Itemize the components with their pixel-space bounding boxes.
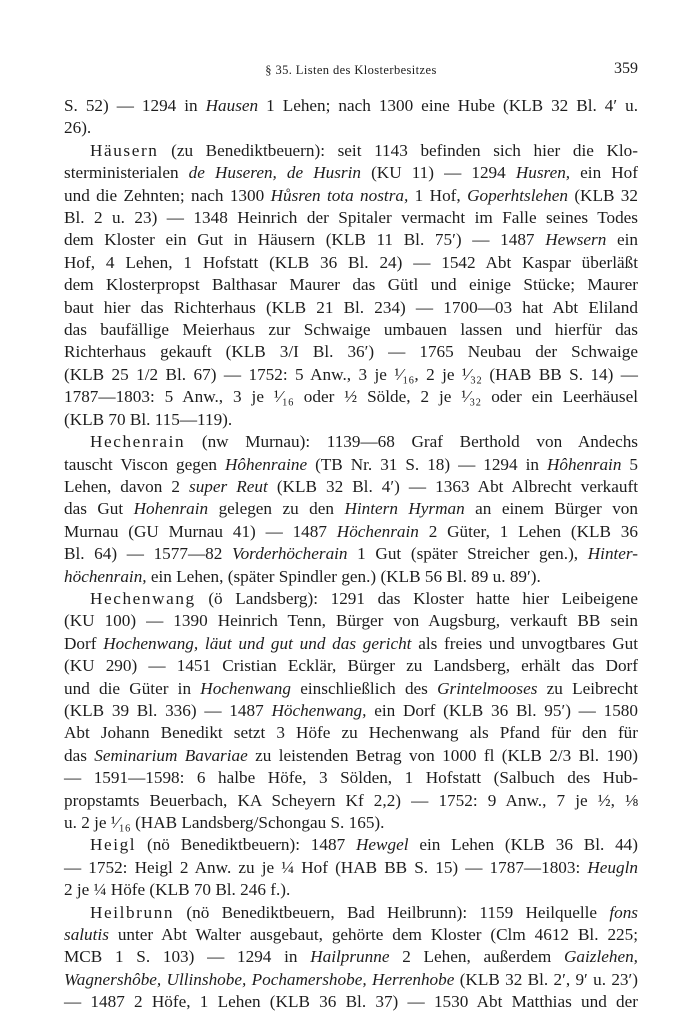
text-line: propstamts Beuerbach, KA Scheyern Kf 2,2) — 1752: 9 Anw., 7 je ½, ⅛ bbox=[64, 790, 638, 810]
paragraph bbox=[64, 588, 638, 834]
paragraph bbox=[64, 834, 638, 901]
paragraph bbox=[64, 902, 638, 1014]
text-line: Lehen, davon 2 super Reut (KLB 32 Bl. 4′) — 1363 Abt Albrecht verkauft bbox=[64, 476, 638, 496]
text-line: und die Güter in Hochenwang einschließlich des Grintelmooses zu Leibrecht bbox=[64, 678, 638, 698]
text-line: Hechenwang (ö Landsberg): 1291 das Kloster hatte hier Leibeigene bbox=[90, 588, 638, 608]
text-line: S. 52) — 1294 in Hausen 1 Lehen; nach 1300 eine Hube (KLB 32 Bl. 4′ u. bbox=[64, 96, 639, 115]
text-line: höchenrain, ein Lehen, (später Spindler gen.) (KLB 56 Bl. 89 u. 89′). bbox=[64, 566, 541, 586]
text-line: dem Klosterpropst Balthasar Maurer das Gütl und einige Stücke; Maurer bbox=[64, 275, 638, 295]
text-line: MCB 1 S. 103) — 1294 in Hailprunne 2 Lehen, außerdem Gaizlehen, bbox=[64, 947, 638, 967]
body-text bbox=[64, 95, 638, 1014]
page-header bbox=[64, 60, 638, 82]
text-line: das Seminarium Bavariae zu leistenden Betrag von 1000 fl (KLB 2/3 Bl. 190) bbox=[64, 745, 638, 765]
text-line: dem Kloster ein Gut in Häusern (KLB 11 Bl. 75′) — 1487 Hewsern ein bbox=[64, 230, 638, 250]
text-line: (KLB 70 Bl. 115—119). bbox=[64, 409, 233, 429]
text-line: (KLB 39 Bl. 336) — 1487 Höchenwang, ein Dorf (KLB 36 Bl. 95′) — 1580 bbox=[64, 700, 638, 720]
text-line: Dorf Hochenwang, läut und gut und das gericht als freies und unvogtbares Gut bbox=[64, 633, 638, 653]
running-head: § 35. Listen des Klosterbesitzes bbox=[265, 63, 437, 77]
text-line: das Gut Hohenrain gelegen zu den Hintern Hyrman an einem Bürger von bbox=[64, 499, 638, 519]
text-line: tauscht Viscon gegen Hôhenraine (TB Nr. 31 S. 18) — 1294 in Hôhenrain 5 bbox=[64, 454, 639, 474]
text-line: u. 2 je ¹⁄₁₆ (HAB Landsberg/Schongau S. 165). bbox=[64, 813, 385, 832]
text-line: Bl. 2 u. 23) — 1348 Heinrich der Spitaler vermacht im Falle seines Todes bbox=[64, 208, 638, 228]
text-line: — 1752: Heigl 2 Anw. zu je ¼ Hof (HAB BB S. 15) — 1787—1803: Heugln bbox=[64, 857, 638, 877]
text-line: 26). bbox=[64, 118, 92, 138]
text-line: — 1487 2 Höfe, 1 Lehen (KLB 36 Bl. 37) — 1530 Abt Matthias und der bbox=[64, 992, 638, 1012]
text-line: (KLB 25 1/2 Bl. 67) — 1752: 5 Anw., 3 je ¹⁄₁₆, 2 je ¹⁄₃₂ (HAB BB S. 14) — bbox=[64, 364, 638, 384]
text-line: Hof, 4 Lehen, 1 Hofstatt (KLB 36 Bl. 24) — 1542 Abt Kaspar überläßt bbox=[64, 252, 638, 272]
paragraph bbox=[64, 95, 638, 140]
text-line: 2 je ¼ Höfe (KLB 70 Bl. 246 f.). bbox=[64, 880, 291, 900]
text-line: baut hier das Richterhaus (KLB 21 Bl. 234) — 1700—03 hat Abt Eliland bbox=[64, 297, 638, 317]
text-line: Abt Johann Benedikt setzt 3 Höfe zu Hechenwang als Pfand für den für bbox=[64, 723, 638, 743]
text-line: und die Zehnten; nach 1300 Hůsren tota nostra, 1 Hof, Goperhtslehen (KLB 32 bbox=[64, 185, 638, 205]
paragraph bbox=[64, 140, 638, 431]
text-line: Häusern (zu Benediktbeuern): seit 1143 befinden sich hier die Klo- bbox=[90, 140, 638, 160]
text-line: 1787—1803: 5 Anw., 3 je ¹⁄₁₆ oder ½ Sölde, 2 je ¹⁄₃₂ oder ein Leerhäusel bbox=[64, 387, 638, 407]
text-line: (KU 100) — 1390 Heinrich Tenn, Bürger von Augsburg, verkauft BB sein bbox=[64, 611, 638, 631]
text-line: Bl. 64) — 1577—82 Vorderhöcherain 1 Gut (später Streicher gen.), Hinter- bbox=[64, 544, 639, 564]
text-line: sterministerialen de Huseren, de Husrin (KU 11) — 1294 Husren, ein Hof bbox=[64, 163, 638, 183]
text-line: das baufällige Meierhaus zur Schwaige umbauen lassen und hierfür das bbox=[64, 320, 638, 340]
text-line: — 1591—1598: 6 halbe Höfe, 3 Sölden, 1 Hofstatt (Salbuch des Hub- bbox=[64, 768, 638, 788]
text-line: Heilbrunn (nö Benediktbeuern, Bad Heilbrunn): 1159 Heilquelle fons bbox=[90, 902, 638, 922]
paragraph bbox=[64, 431, 638, 588]
text-line: salutis unter Abt Walter ausgebaut, gehörte dem Kloster (Clm 4612 Bl. 225; bbox=[64, 925, 638, 945]
page-number: 359 bbox=[614, 60, 638, 77]
text-line: (KU 290) — 1451 Cristian Ecklär, Bürger zu Landsberg, erhält das Dorf bbox=[64, 656, 638, 676]
text-line: Heigl (nö Benediktbeuern): 1487 Hewgel ein Lehen (KLB 36 Bl. 44) bbox=[90, 835, 638, 855]
text-line: Wagnershôbe, Ullinshobe, Pochamershobe, Herrenhobe (KLB 32 Bl. 2′, 9′ u. 23′) bbox=[64, 969, 639, 989]
text-line: Hechenrain (nw Murnau): 1139—68 Graf Berthold von Andechs bbox=[90, 432, 638, 452]
text-line: Murnau (GU Murnau 41) — 1487 Höchenrain 2 Güter, 1 Lehen (KLB 36 bbox=[64, 521, 638, 541]
text-line: Richterhaus gekauft (KLB 3/I Bl. 36′) — 1765 Neubau der Schwaige bbox=[64, 342, 638, 362]
